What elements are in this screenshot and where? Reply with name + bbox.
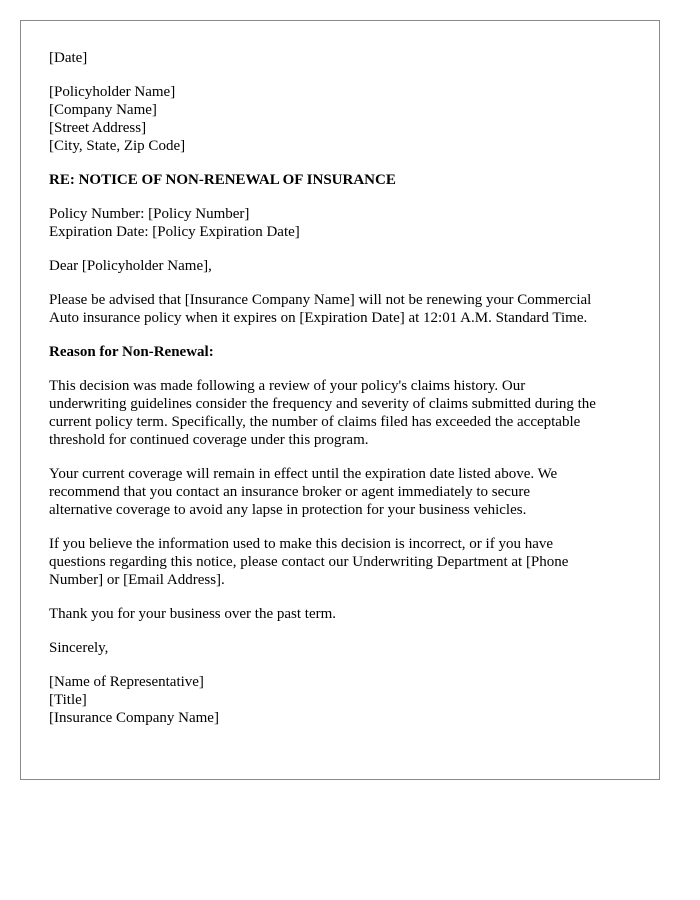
reason-paragraph	[49, 377, 639, 449]
subject-line	[49, 171, 639, 189]
paragraph-line: This decision was made following a review of your policy's claims history. Our	[49, 378, 526, 394]
signature-company: [Insurance Company Name]	[49, 710, 219, 726]
letter-date	[49, 49, 639, 67]
paragraph-line: underwriting guidelines consider the frequency and severity of claims submitted during the	[49, 396, 596, 412]
paragraph-line: If you believe the information used to make this decision is incorrect, or if you have	[49, 536, 554, 552]
paragraph-line: questions regarding this notice, please contact our Underwriting Department at [Phone	[49, 554, 569, 570]
subject-text: RE: NOTICE OF NON-RENEWAL OF INSURANCE	[49, 172, 396, 188]
reason-heading	[49, 343, 639, 361]
thanks-text: Thank you for your business over the past term.	[49, 606, 337, 622]
letter-body	[49, 49, 639, 743]
paragraph-line: Number] or [Email Address].	[49, 572, 225, 588]
paragraph-line: threshold for continued coverage under this program.	[49, 432, 369, 448]
contact-paragraph	[49, 535, 639, 589]
signature-name: [Name of Representative]	[49, 674, 204, 690]
closing	[49, 639, 639, 657]
thanks-line	[49, 605, 639, 623]
recipient-address	[49, 83, 639, 155]
paragraph-line: Auto insurance policy when it expires on [Expiration Date] at 12:01 A.M. Standard Time.	[49, 310, 588, 326]
policy-details	[49, 205, 639, 241]
signature-title: [Title]	[49, 692, 87, 708]
policy-number: Policy Number: [Policy Number]	[49, 206, 250, 222]
paragraph-line: Your current coverage will remain in effect until the expiration date listed above. We	[49, 466, 558, 482]
reason-heading-text: Reason for Non-Renewal:	[49, 344, 214, 360]
date-text: [Date]	[49, 50, 88, 66]
paragraph-line: alternative coverage to avoid any lapse in protection for your business vehicles.	[49, 502, 527, 518]
paragraph-line: Please be advised that [Insurance Company Name] will not be renewing your Commercial	[49, 292, 592, 308]
salutation	[49, 257, 639, 275]
salutation-text: Dear [Policyholder Name],	[49, 258, 212, 274]
signature-block	[49, 673, 639, 727]
recipient-company: [Company Name]	[49, 102, 157, 118]
intro-paragraph	[49, 291, 639, 327]
closing-text: Sincerely,	[49, 640, 109, 656]
letter-page	[20, 20, 660, 780]
recipient-name: [Policyholder Name]	[49, 84, 176, 100]
recipient-street: [Street Address]	[49, 120, 147, 136]
expiration-date: Expiration Date: [Policy Expiration Date]	[49, 224, 300, 240]
coverage-paragraph	[49, 465, 639, 519]
paragraph-line: current policy term. Specifically, the number of claims filed has exceeded the acceptable	[49, 414, 581, 430]
recipient-city: [City, State, Zip Code]	[49, 138, 186, 154]
paragraph-line: recommend that you contact an insurance broker or agent immediately to secure	[49, 484, 531, 500]
